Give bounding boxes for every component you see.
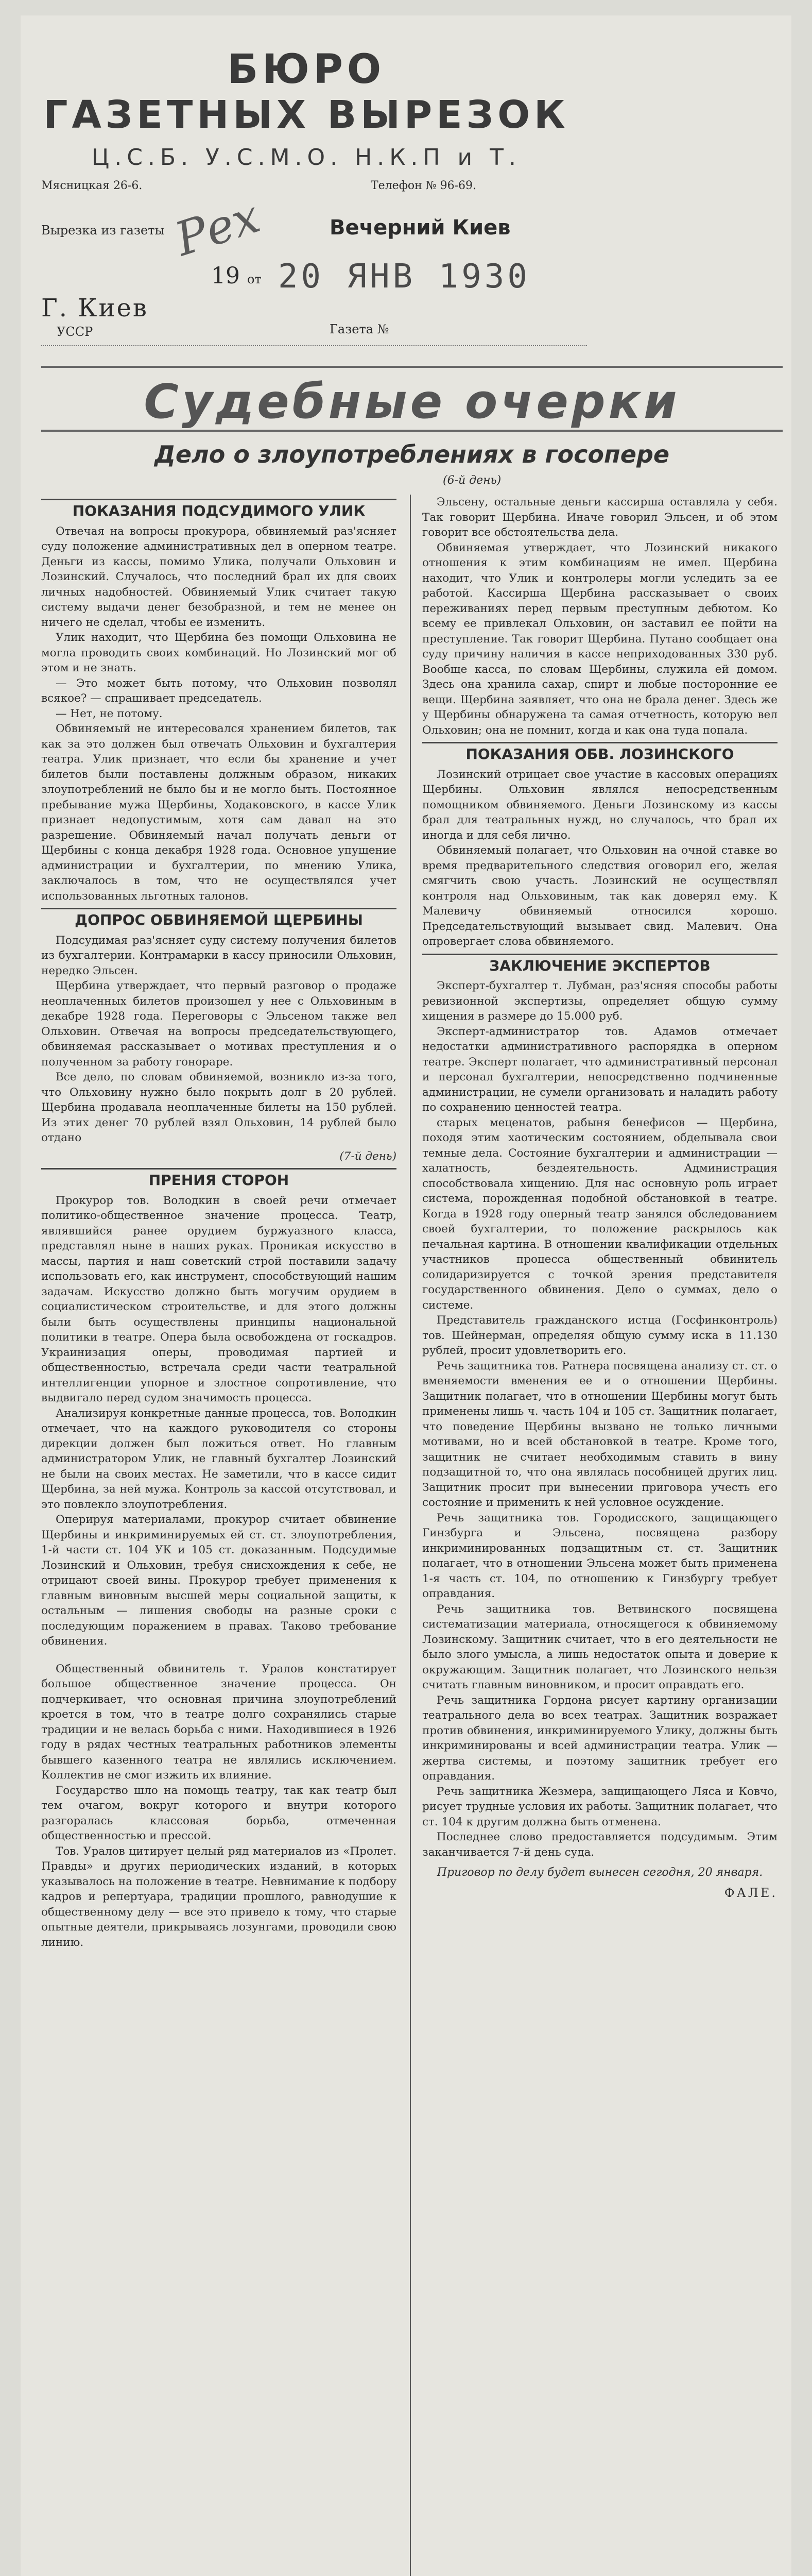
paragraph: — Нет, не потому. <box>56 707 163 720</box>
paragraph: Прокурор тов. Володкин в своей речи отмечает политико-общественное значение процесса. Театр, являвшийся ранее орудием буржуазного класса, представлял ныне в наших руках. Проникая искусство в массы, партия и наш советский строй поставили задачу использовать его, как инструмент, способствующий нашим задачам. Искусство должно быть могучим орудием в социалистическом строительстве, и для этого должны были быть осуществлены принципы национальной политики в театре. Опера была освобождена от госкадров. Украинизация оперы, проводимая партией и общественностью, встречала среди части театральной интеллигенции упорное и злостное сопротивление, что выдвигало перед судом значимость процесса. <box>41 1194 396 1404</box>
paragraph: Лозинский отрицает свое участие в кассовых операциях Щербины. Ольховин являлся непосредственным помощником обвиняемого. Деньги Лозинскому из кассы брал для театральных нужд, но случалось, что брал их иногда и для себя лично. <box>422 768 778 842</box>
paragraph: Улик находит, что Щербина без помощи Ольховина не могла проводить своих комбинаций. Но Лозинский мог об этом и не знать. <box>41 631 396 674</box>
bureau-title-line2: ГАЗЕТНЫХ ВЫРЕЗОК <box>43 93 569 137</box>
paragraph: Эксперт-администратор тов. Адамов отмечает недостатки административного распорядка в оперном театре. Эксперт полагает, что административный персонал и персонал бухгалтерии, непосредственно подчиненные администрации, не сумели организовать и наладить работу по сохранению ценностей театра. <box>422 1025 778 1114</box>
section-heading: ЗАКЛЮЧЕНИЕ ЭКСПЕРТОВ <box>422 954 778 974</box>
paragraph: Речь защитника тов. Городисского, защищающего Гинзбурга и Эльсена, посвящена разбору инкриминированных подзащитным ст. ст. Защитник полагает, что в отношении Эльсена может быть применена 1-я часть ст. 104, по отношению к Гинзбургу требует оправдания. <box>422 1511 778 1600</box>
article-title: Дело о злоупотреблениях в госопере <box>154 440 670 468</box>
from-label: от <box>247 272 262 286</box>
paragraph: Тов. Уралов цитирует целый ряд материалов из «Пролет. Правды» и других периодических изданий, в которых указывалось на положение в театре. Невнимание к подбору кадров и репертуара, традиции прошлого, равнодушие к общественному делу — все это привело к тому, что старые опытные деятели, прикрываясь лозунгами, проводили свою линию. <box>41 1844 396 1949</box>
author-signature: ФАЛЕ. <box>724 1885 778 1900</box>
paragraph: Представитель гражданского истца (Госфинконтроль) тов. Шейнерман, определяя общую сумму иска в 11.130 рублей, просит удовлетворить его. <box>422 1314 778 1357</box>
paragraph: Общественный обвинитель т. Уралов констатирует большое общественное значение процесса. Он подчеркивает, что основная причина злоупотреблений кроется в том, что в театре долго сохранялись старые традиции и не велась борьба с ними. Находившиеся в 1926 году в рядах честных театральных работников элементы бывшего казенного театра не являлись исключением. Коллектив не смог изжить их влияние. <box>41 1662 396 1782</box>
section-heading: ПОКАЗАНИЯ ОБВ. ЛОЗИНСКОГО <box>422 742 778 762</box>
paragraph: Обвиняемая утверждает, что Лозинский никакого отношения к этим комбинациям не имел. Щербина находит, что Улик и контролеры могли уследить за ее работой. Кассирша Щербина рассказывает о своих переживаниях перед первым преступным дебютом. Ко всему ее привлекал Ольховин, он заставил ее пойти на преступление. Так говорит Щербина. Путано сообщает она суду причину наличия в кассе неприходованных 330 руб. Вообще касса, по словам Щербины, служила ей домом. Здесь она хранила сахар, спирт и любые посторонние ее вещи. Щербина заявляет, что она не брала денег. Здесь же у Щербины обнаружена та самая отчетность, которую вел Ольховин; она не помнит, когда и как она туда попала. <box>422 541 778 737</box>
paragraph: Эльсену, остальные деньги кассирша оставляла у себя. Так говорит Щербина. Иначе говорил Эльсен, и об этом говорит все обстоятельства дела. <box>422 496 778 539</box>
paragraph: Последнее слово предоставляется подсудимым. Этим заканчивается 7-й день суда. <box>422 1831 778 1859</box>
issue-number <box>211 263 262 289</box>
paragraph: старых меценатов, рабыня бенефисов — Щербина, походя этим хаотическим состоянием, обделывала свои темные дела. Состояние бухгалтерии и администрации — халатность, бездеятельность. Администрация способствовала хищению. Для нас основную роль играет система, порожденная подобной обстановкой в театре. Когда в 1928 году оперный театр занялся обследованием своей бухгалтерии, то положение раскрылось как печальная картина. В отношении квалификации отдельных участников процесса общественный обвинитель солидаризируется с точкой зрения представителя государственного обвинения. Дело о суммах, дело о системе. <box>422 1116 778 1312</box>
paragraph: Государство шло на помощь театру, так как театр был тем очагом, вокруг которого и внутри которого разгоралась классовая борьба, отмеченная общественностью и прессой. <box>41 1784 396 1842</box>
paragraph: Подсудимая раз'ясняет суду систему получения билетов из бухгалтерии. Контрамарки в кассу приносили Ольховин, нередко Эльсен. <box>41 934 396 977</box>
paragraph: Оперируя материалами, прокурор считает обвинение Щербины и инкриминируемых ей ст. ст. злоупотребления, 1-й части ст. 104 УК и 105 ст. доказанным. Подсудимые Лозинский и Ольховин, требуя снисхождения к себе, не отрицают своей вины. Прокурор требует применения к главным виновным высшей меры социальной защиты, к остальным — лишения свободы на разные сроки с последующим поражением в правах. Таково требование обвинения. <box>41 1513 396 1648</box>
section-heading: ДОПРОС ОБВИНЯЕМОЙ ЩЕРБИНЫ <box>41 908 396 928</box>
paragraph: Эксперт-бухгалтер т. Лубман, раз'ясняя способы работы ревизионной экспертизы, определяет общую сумму хищения в размере до 15.000 руб. <box>422 979 778 1023</box>
bureau-phone: Телефон № 96-69. <box>371 179 477 192</box>
form-divider <box>41 345 587 346</box>
cut-from-label: Вырезка из газеты <box>41 223 165 238</box>
paragraph: Речь защитника тов. Ветвинского посвящена систематизации материала, относящегося к обвиняемому Лозинскому. Защитник считает, что в его деятельности не было злого умысла, а лишь недостаток опыта и доверие к окружающим. Защитник полагает, что Лозинского нельзя считать главным виновником, и просит оправдать его. <box>422 1602 778 1691</box>
section-heading <box>41 1653 396 1656</box>
section-heading: ПОКАЗАНИЯ ПОДСУДИМОГО УЛИК <box>41 499 396 519</box>
city: Г. Киев <box>41 294 148 323</box>
handwritten-mark: Рех <box>168 189 266 267</box>
paragraph: — Это может быть потому, что Ольховин позволял всякое? — спрашивает председатель. <box>41 676 396 705</box>
column-divider <box>410 495 411 2576</box>
issue-number-value: 19 <box>211 263 240 289</box>
paragraph: Анализируя конкретные данные процесса, тов. Володкин отмечает, что на каждого руководителя со стороны дирекции должен был ложиться ответ. Но главным администратором Улик, не главный бухгалтер Лозинский не были на своих местах. Не заметили, что в кассе сидит Щербина, за ней мужа. Контроль за кассой отсутствовал, и это повлекло злоупотребления. <box>41 1406 396 1511</box>
clipping-sheet <box>21 15 791 2576</box>
paragraph: Речь защитника тов. Ратнера посвящена анализу ст. ст. о вменяемости вменения ее и о отношении Щербины. Защитник полагает, что в отношении Щербины могут быть применены лишь ч. часть 104 и 105 ст. Защитник полагает, что поведение Щербины вызвано не только личными мотивами, но и всей обстановкой в театре. Кроме того, защитник не считает необходимым ставить в вину подзащитной то, что она являлась пособницей других лиц. Защитник просит при вынесении приговора учесть его состояние и применить к ней условное осуждение. <box>422 1359 778 1509</box>
article-column-left <box>41 495 396 2576</box>
paragraph: Все дело, по словам обвиняемой, возникло из-за того, что Ольховину нужно было покрыть долг в 20 рублей. Щербина продавала неоплаченные билеты на 150 рублей. Из этих денег 70 рублей взял Ольховин, 14 рублей было отдано <box>41 1071 396 1144</box>
paragraph: Обвиняемый не интересовался хранением билетов, так как за это должен был отвечать Ольховин и бухгалтерия театра. Улик признает, что если бы хранение и учет билетов были поставлены должным образом, никаких злоупотреблений не было бы и не могло быть. Постоянное пребывание мужа Щербины, Ходаковского, в кассе Улик признает недопустимым, хотя сам давал на это разрешение. Обвиняемый начал получать деньги от Щербины с конца декабря 1928 года. Основное упущение администрации и бухгалтерии, по мнению Улика, заключалось в том, что не осуществлялся учет использованных льготных талонов. <box>41 722 396 903</box>
date-stamp: 20 ЯНВ 1930 <box>278 258 530 296</box>
article-column-right <box>422 495 778 2576</box>
bureau-address: Мясницкая 26-6. <box>41 179 143 192</box>
gazeta-label: Газета № <box>330 322 389 336</box>
rubric-banner <box>41 366 783 432</box>
paragraph: Обвиняемый полагает, что Ольховин на очной ставке во время предварительного следствия оговорил его, желая смягчить свою участь. Лозинский не осуществлял контроля над Ольховиным, так как доверял ему. К Малевичу обвиняемый относился хорошо. Председательствующий вызывает свид. Малевич. Она опровергает слова обвиняемого. <box>422 844 778 948</box>
bureau-org: Ц.С.Б. У.С.М.О. Н.К.П и Т. <box>92 144 521 171</box>
day-label: (6-й день) <box>443 474 502 487</box>
paragraph: Отвечая на вопросы прокурора, обвиняемый раз'ясняет суду положение административных дел в оперном театре. Деньги из кассы, помимо Улика, получали Ольховин и Лозинский. Случалось, что последний брал их для своих личных надобностей. Обвиняемый Улик считает такую систему выдачи денег безобразной, и тем не менее он ничего не сделал, чтобы ее изменить. <box>41 524 396 629</box>
paragraph: Щербина утверждает, что первый разговор о продаже неоплаченных билетов произошел у нее с Ольховиным в декабре 1928 года. Переговоры с Эльсеном также вел Ольховин. Отвечая на вопросы председательствующего, обвиняемая рассказывает о мотивах преступления и о полученном за работу гонораре. <box>41 979 396 1069</box>
day-marker: (7-й день) <box>339 1149 396 1163</box>
bureau-title-line1: БЮРО <box>227 46 386 93</box>
verdict-note: Приговор по делу будет вынесен сегодня, 20 января. <box>437 1866 763 1879</box>
section-heading: ПРЕНИЯ СТОРОН <box>41 1168 396 1188</box>
newspaper-name: Вечерний Киев <box>330 216 511 240</box>
region: УССР <box>57 325 93 339</box>
rubric-title: Судебные очерки <box>144 374 680 429</box>
paragraph: Речь защитника Жезмера, защищающего Ляса и Ковчо, рисует трудные условия их работы. Защитник полагает, что ст. 104 к другим должна быть отменена. <box>422 1785 778 1828</box>
paragraph: Речь защитника Гордона рисует картину организации театрального дела во всех театрах. Защитник возражает против обвинения, инкриминируемого Улику, должны быть инкриминированы и всей администрации театра. Улик — жертва системы, и поэтому защитник требует его оправдания. <box>422 1693 778 1783</box>
